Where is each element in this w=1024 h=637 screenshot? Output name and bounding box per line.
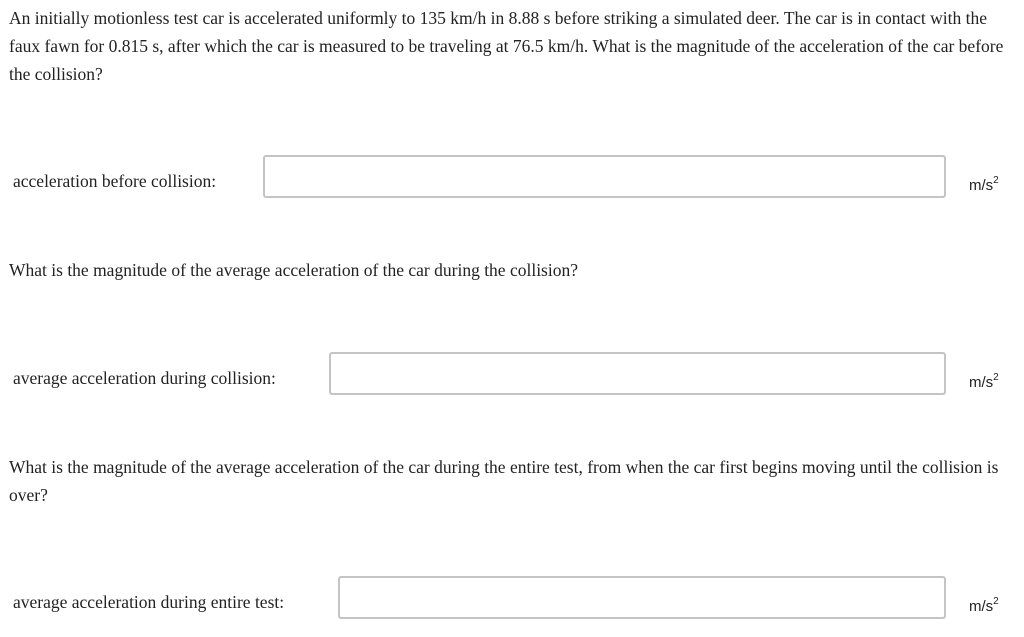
unit-label-2 [969,369,999,393]
average-acceleration-entire-test-input[interactable] [338,576,946,619]
unit-base-3: m/s [969,598,994,615]
unit-exponent-3: 2 [993,596,999,607]
question-2-text: What is the magnitude of the average acceleration of the car during the collision? [9,260,578,280]
acceleration-before-collision-input[interactable] [263,155,946,198]
unit-exponent-2: 2 [993,372,999,383]
unit-label-3 [969,593,999,617]
unit-label-1 [969,172,999,196]
unit-base-2: m/s [969,374,994,391]
unit-exponent-1: 2 [993,175,999,186]
average-acceleration-during-collision-input[interactable] [329,352,946,395]
question-1-text: An initially motionless test car is accelerated uniformly to 135 km/h in 8.88 s before striking a simulated deer. The car is in contact with the faux fawn for 0.815 s, after which the car is measured to be traveling at 76.5 km/h. What is the magnitude of the acceleration of the car before the collision? [9,8,1004,84]
unit-base-1: m/s [969,177,994,194]
acceleration-before-collision-label: acceleration before collision: [13,171,217,191]
question-3-text: What is the magnitude of the average acceleration of the car during the entire test, from when the car first begins moving until the collision is over? [9,457,999,505]
average-acceleration-entire-test-label: average acceleration during entire test: [13,592,285,612]
average-acceleration-during-collision-label: average acceleration during collision: [13,368,276,388]
